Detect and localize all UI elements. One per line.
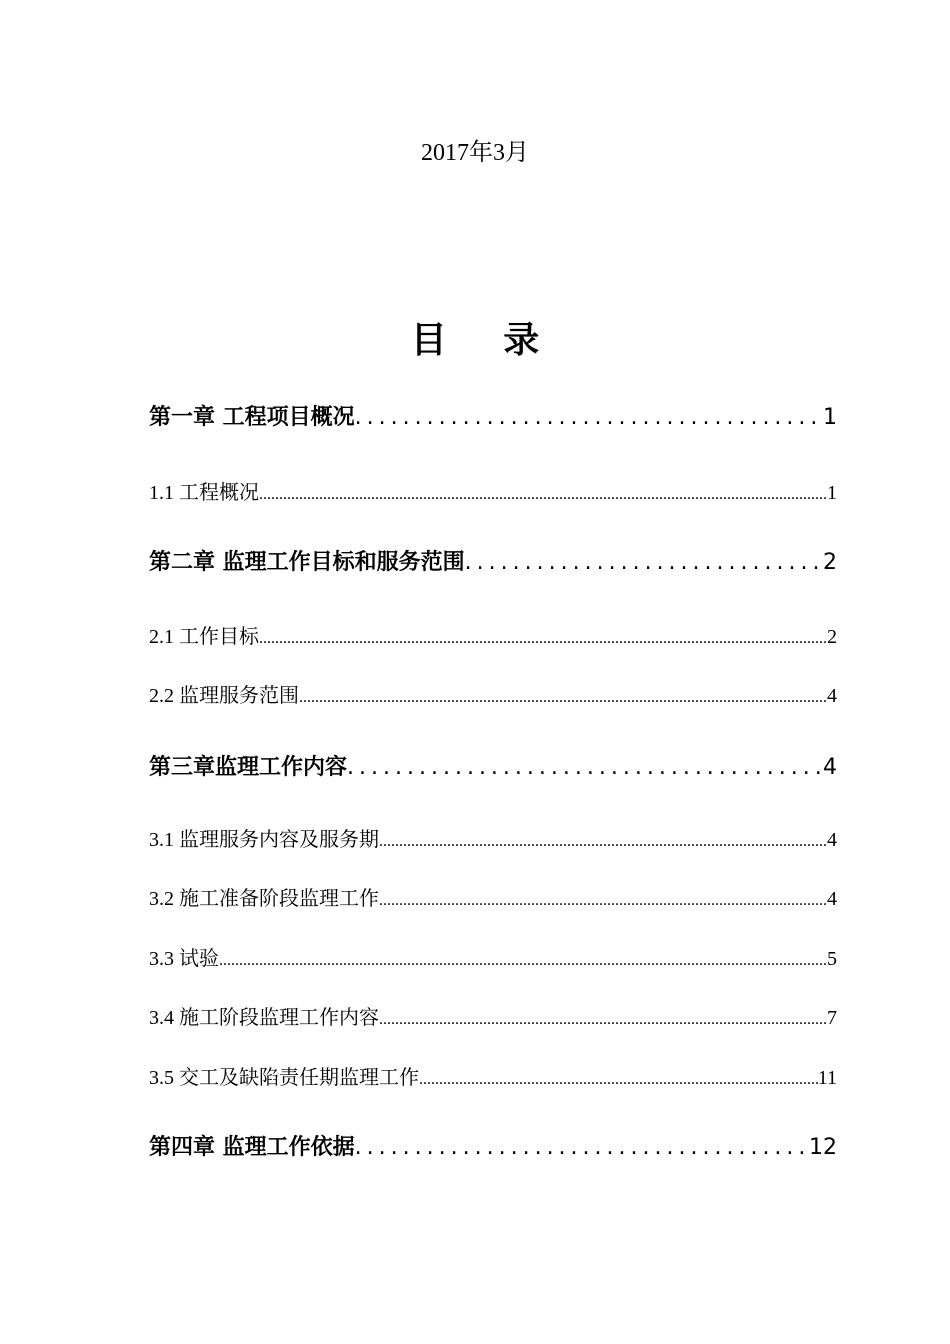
toc-entry-section-3-2[interactable]: [149, 882, 837, 911]
toc-entry-chapter-1[interactable]: [149, 400, 837, 431]
toc-entry-page: 11: [817, 1067, 837, 1089]
toc-dot-leader: [347, 755, 823, 780]
toc-entry-label: 1.1 工程概况: [149, 482, 259, 504]
toc-entry-label: 第四章 监理工作依据: [149, 1135, 355, 1160]
toc-entry-section-3-4[interactable]: [149, 1001, 837, 1030]
toc-dot-leader: [259, 486, 827, 504]
toc-entry-label: 第二章 监理工作目标和服务范围: [149, 550, 465, 575]
toc-dot-leader: [379, 892, 827, 910]
toc-entry-section-1-1[interactable]: [149, 476, 837, 505]
toc-entry-page: 1: [827, 482, 837, 504]
toc-entry-page: 2: [823, 550, 837, 575]
toc-entry-page: 1: [823, 405, 837, 430]
toc-entry-label: 3.4 施工阶段监理工作内容: [149, 1007, 379, 1029]
toc-dot-leader: [379, 1011, 827, 1029]
toc-dot-leader: [355, 405, 823, 430]
toc-entry-label: 第三章监理工作内容: [149, 755, 348, 780]
toc-dot-leader: [355, 1135, 809, 1160]
toc-dot-leader: [465, 550, 823, 575]
document-date: 2017年3月: [421, 140, 529, 166]
toc-entry-label: 3.5 交工及缺陷责任期监理工作: [149, 1067, 419, 1089]
toc-dot-leader: [379, 833, 827, 851]
toc-dot-leader: [419, 1071, 818, 1089]
toc-entry-label: 3.1 监理服务内容及服务期: [149, 829, 379, 851]
toc-entry-chapter-2[interactable]: [149, 545, 837, 576]
toc-dot-leader: [299, 689, 827, 707]
toc-entry-label: 第一章 工程项目概况: [149, 405, 355, 430]
toc-entry-label: 2.2 监理服务范围: [149, 685, 299, 707]
toc-entry-chapter-3[interactable]: [149, 750, 837, 781]
toc-title: 目 录: [410, 320, 562, 361]
toc-entry-label: 3.3 试验: [149, 948, 219, 970]
toc-entry-page: 4: [827, 685, 837, 707]
toc-dot-leader: [219, 952, 827, 970]
toc-entry-page: 4: [827, 888, 837, 910]
toc-entry-page: 12: [809, 1135, 837, 1160]
toc-entry-section-3-3[interactable]: [149, 942, 837, 971]
toc-entry-section-3-5[interactable]: [149, 1061, 837, 1090]
toc-dot-leader: [259, 630, 827, 648]
toc-entry-section-2-2[interactable]: [149, 679, 837, 708]
toc-entry-page: 4: [827, 829, 837, 851]
toc-entry-page: 2: [827, 626, 837, 648]
toc-entry-section-2-1[interactable]: [149, 620, 837, 649]
toc-entry-page: 4: [823, 755, 837, 780]
toc-entry-section-3-1[interactable]: [149, 823, 837, 852]
toc-entry-page: 7: [827, 1007, 837, 1029]
toc-entry-chapter-4[interactable]: [149, 1130, 837, 1161]
toc-entry-label: 2.1 工作目标: [149, 626, 259, 648]
toc-entry-label: 3.2 施工准备阶段监理工作: [149, 888, 379, 910]
table-of-contents: [149, 0, 837, 1344]
toc-entry-page: 5: [827, 948, 837, 970]
